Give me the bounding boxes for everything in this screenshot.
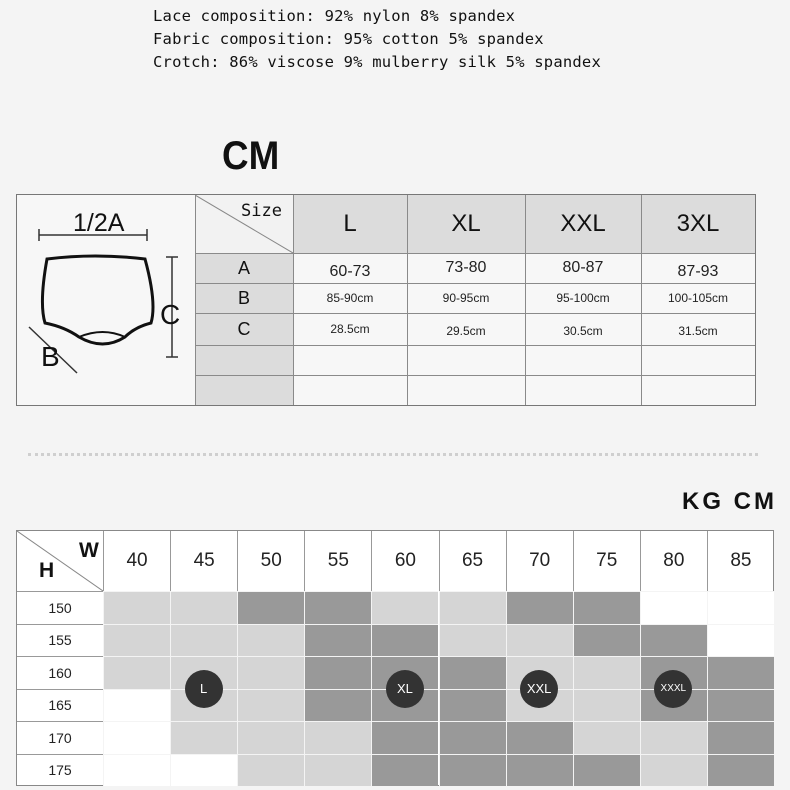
value-c-3xl: 31.5cm xyxy=(678,324,718,338)
grid-cell xyxy=(707,656,774,689)
grid-cell xyxy=(640,591,707,624)
value-b-xxl: 95-100cm xyxy=(556,291,610,305)
grid-cell xyxy=(506,591,573,624)
diagram-label-b: B xyxy=(41,341,60,372)
h-label: H xyxy=(39,559,55,582)
grid-cell xyxy=(506,754,573,787)
grid-cell xyxy=(237,591,304,624)
row-label-empty xyxy=(195,345,293,375)
size-badge-xxl: XXL xyxy=(520,670,558,708)
grid-cell xyxy=(371,624,438,657)
weight-col-60: 60 xyxy=(371,531,438,591)
grid-cell xyxy=(573,721,640,754)
value-a-3xl: 87-93 xyxy=(677,263,719,280)
weight-height-grid xyxy=(16,530,774,786)
grid-cell xyxy=(304,754,371,787)
grid-cell xyxy=(573,624,640,657)
size-header-cell xyxy=(195,195,293,253)
weight-col-70: 70 xyxy=(506,531,573,591)
grid-cell xyxy=(304,656,371,689)
grid-cell xyxy=(304,721,371,754)
height-row-155: 155 xyxy=(17,624,103,657)
size-col-l: L xyxy=(293,195,407,253)
grid-cell xyxy=(573,754,640,787)
weight-col-75: 75 xyxy=(573,531,640,591)
size-chart-title: CM xyxy=(222,134,280,178)
grid-cell xyxy=(707,624,774,657)
w-label: W xyxy=(79,539,99,562)
grid-cell xyxy=(506,721,573,754)
height-row-160: 160 xyxy=(17,656,103,689)
weight-chart-title: KG CM xyxy=(682,488,777,515)
crotch-composition: Crotch: 86% viscose 9% mulberry silk 5% spandex xyxy=(153,53,601,71)
weight-col-65: 65 xyxy=(439,531,506,591)
grid-cell xyxy=(573,656,640,689)
grid-cell xyxy=(439,591,506,624)
value-c-l: 28.5cm xyxy=(330,322,370,336)
row-label-a: A xyxy=(195,253,293,283)
grid-cell xyxy=(304,624,371,657)
grid-cell xyxy=(707,754,774,787)
grid-cell xyxy=(103,624,170,657)
grid-cell xyxy=(237,656,304,689)
grid-cell xyxy=(304,591,371,624)
weight-col-80: 80 xyxy=(640,531,707,591)
section-divider xyxy=(28,453,758,456)
weight-col-85: 85 xyxy=(707,531,774,591)
size-badge-xl: XL xyxy=(386,670,424,708)
grid-cell xyxy=(103,721,170,754)
row-label-c: C xyxy=(195,313,293,345)
row-label-empty xyxy=(195,375,293,405)
grid-cell xyxy=(103,754,170,787)
grid-cell xyxy=(439,624,506,657)
size-chart-table xyxy=(16,194,756,406)
grid-cell xyxy=(170,624,237,657)
grid-cell xyxy=(371,721,438,754)
grid-cell xyxy=(237,721,304,754)
height-row-175: 175 xyxy=(17,754,103,787)
grid-cell xyxy=(640,721,707,754)
grid-cell xyxy=(304,689,371,722)
weight-col-40: 40 xyxy=(103,531,170,591)
height-row-150: 150 xyxy=(17,591,103,624)
value-a-xl: 73-80 xyxy=(445,259,487,276)
lace-composition: Lace composition: 92% nylon 8% spandex xyxy=(153,7,516,25)
corner-cell xyxy=(17,531,103,591)
value-a-l: 60-73 xyxy=(329,263,371,280)
grid-cell xyxy=(707,721,774,754)
fabric-composition: Fabric composition: 95% cotton 5% spandex xyxy=(153,30,544,48)
size-badge-xxxl: XXXL xyxy=(654,670,692,708)
grid-cell xyxy=(439,656,506,689)
value-a-xxl: 80-87 xyxy=(562,259,604,276)
grid-cell xyxy=(103,689,170,722)
grid-cell xyxy=(170,591,237,624)
size-header-label: Size xyxy=(241,201,282,221)
size-col-3xl: 3XL xyxy=(641,195,755,253)
row-label-b: B xyxy=(195,283,293,313)
value-b-l: 85-90cm xyxy=(326,291,374,305)
grid-cell xyxy=(573,591,640,624)
size-badge-l: L xyxy=(185,670,223,708)
grid-cell xyxy=(707,591,774,624)
value-b-xl: 90-95cm xyxy=(442,291,490,305)
grid-cell xyxy=(170,754,237,787)
diagram-label-half-a: 1/2A xyxy=(73,209,125,237)
grid-cell xyxy=(506,624,573,657)
grid-cell xyxy=(237,754,304,787)
weight-col-55: 55 xyxy=(304,531,371,591)
grid-cell xyxy=(237,689,304,722)
grid-cell xyxy=(640,624,707,657)
grid-cell xyxy=(707,689,774,722)
grid-cell xyxy=(439,689,506,722)
height-row-165: 165 xyxy=(17,689,103,722)
size-col-xl: XL xyxy=(407,195,525,253)
value-c-xl: 29.5cm xyxy=(446,324,486,338)
grid-cell xyxy=(640,754,707,787)
height-row-170: 170 xyxy=(17,721,103,754)
size-col-xxl: XXL xyxy=(525,195,641,253)
diagram-label-c: C xyxy=(160,299,181,330)
value-c-xxl: 30.5cm xyxy=(563,324,603,338)
grid-cell xyxy=(371,591,438,624)
grid-cell xyxy=(573,689,640,722)
weight-col-45: 45 xyxy=(170,531,237,591)
grid-cell xyxy=(237,624,304,657)
grid-cell xyxy=(170,721,237,754)
value-b-3xl: 100-105cm xyxy=(667,291,729,305)
grid-cell xyxy=(439,754,506,787)
grid-cell xyxy=(103,591,170,624)
grid-cell xyxy=(439,721,506,754)
weight-col-50: 50 xyxy=(237,531,304,591)
grid-cell xyxy=(103,656,170,689)
grid-cell xyxy=(371,754,438,787)
